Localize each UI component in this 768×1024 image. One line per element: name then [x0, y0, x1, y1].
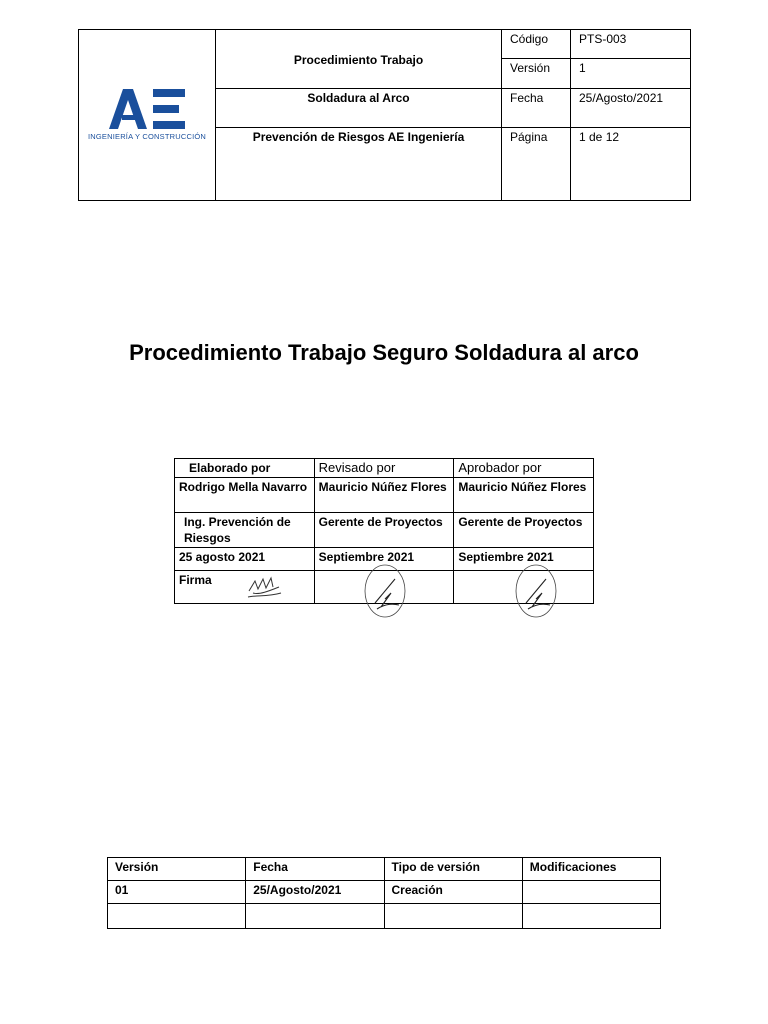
signature-cell-prepared [175, 571, 315, 604]
prepared-date: 25 agosto 2021 [175, 548, 315, 571]
version-cell: 01 [108, 881, 246, 904]
code-value: PTS-003 [571, 30, 691, 59]
page-value: 1 de 12 [571, 127, 691, 200]
date-value: 25/Agosto/2021 [571, 89, 691, 127]
signature-image-reviewed [361, 563, 409, 619]
header-line-3: Prevención de Riesgos AE Ingeniería [216, 127, 502, 200]
approved-date: Septiembre 2021 [454, 548, 594, 571]
reviewed-by-header: Revisado por [314, 459, 454, 478]
version-header: Versión [108, 858, 246, 881]
date-cell: 25/Agosto/2021 [246, 881, 384, 904]
reviewed-date: Septiembre 2021 [314, 548, 454, 571]
approval-table [174, 458, 594, 604]
version-type-cell [384, 904, 522, 929]
page-label: Página [502, 127, 571, 200]
version-type-cell: Creación [384, 881, 522, 904]
header-line-2: Soldadura al Arco [216, 89, 502, 127]
prepared-by-name: Rodrigo Mella Navarro [175, 478, 315, 513]
signature-cell-reviewed [314, 571, 454, 604]
company-logo-cell [79, 30, 216, 201]
signature-image-approved [512, 563, 560, 619]
approved-by-name: Mauricio Núñez Flores [454, 478, 594, 513]
date-cell [246, 904, 384, 929]
document-header-table [78, 29, 691, 201]
version-history-table [107, 857, 661, 929]
version-type-header: Tipo de versión [384, 858, 522, 881]
code-label: Código [502, 30, 571, 59]
prepared-by-header: Elaborado por [175, 459, 315, 478]
signature-label: Firma [179, 573, 212, 587]
signature-cell-approved [454, 571, 594, 604]
logo-tagline: INGENIERÍA Y CONSTRUCCIÓN [87, 132, 207, 141]
version-label: Versión [502, 59, 571, 89]
date-header: Fecha [246, 858, 384, 881]
modifications-cell [522, 881, 660, 904]
version-cell [108, 904, 246, 929]
ae-logo-icon [109, 89, 185, 129]
signature-image-prepared [245, 573, 287, 601]
reviewed-by-name: Mauricio Núñez Flores [314, 478, 454, 513]
reviewed-by-role: Gerente de Proyectos [314, 513, 454, 548]
approved-by-role: Gerente de Proyectos [454, 513, 594, 548]
modifications-cell [522, 904, 660, 929]
prepared-by-role: Ing. Prevención de Riesgos [175, 513, 315, 548]
version-value: 1 [571, 59, 691, 89]
approved-by-header: Aprobador por [454, 459, 594, 478]
document-title: Procedimiento Trabajo Seguro Soldadura al arco [129, 340, 639, 365]
header-line-1: Procedimiento Trabajo [216, 30, 502, 89]
modifications-header: Modificaciones [522, 858, 660, 881]
date-label: Fecha [502, 89, 571, 127]
